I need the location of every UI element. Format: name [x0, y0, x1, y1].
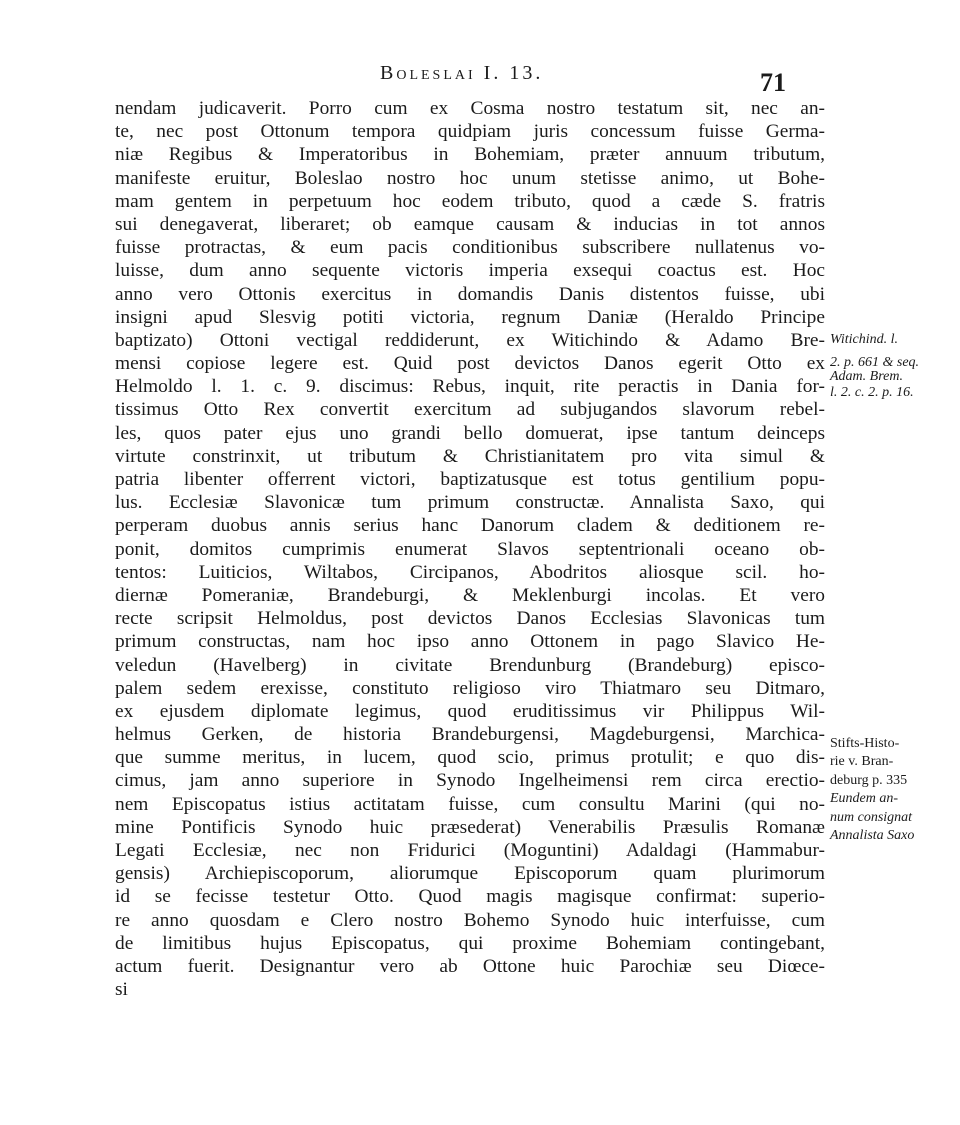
text-line: mam gentem in perpetuum hoc eodem tributo, quod a cæde S. fratris — [115, 190, 825, 212]
margin-note: rie v. Bran- — [830, 754, 894, 770]
text-line: que summe meritus, in lucem, quod scio, primus protulit; e quo dis- — [115, 747, 825, 769]
text-line: manifeste eruitur, Boleslao nostro hoc unum stetisse animo, ut Bohe- — [115, 167, 825, 189]
text-line: nendam judicaverit. Porro cum ex Cosma nostro testatum sit, nec an- — [115, 98, 825, 119]
text-line: re anno quosdam e Clero nostro Bohemo Synodo huic interfuisse, cum — [115, 909, 825, 931]
text-line: id se fecisse testetur Otto. Quod magis magisque confirmat: superio- — [115, 886, 825, 908]
text-line: nem Episcopatus istius actitatam fuisse, cum consultu Marini (qui no- — [115, 793, 825, 815]
text-line: tissimus Otto Rex convertit exercitum ad subjugandos slavorum rebel- — [115, 399, 825, 421]
text-line: gensis) Archiepiscoporum, aliorumque Episcoporum quam plurimorum — [115, 863, 825, 885]
text-line: recte scripsit Helmoldus, post devictos Danos Ecclesias Slavonicas tum — [115, 608, 825, 630]
text-line: actum fuerit. Designantur vero ab Ottone huic Parochiæ seu Diœce- — [115, 955, 825, 977]
text-line: palem sedem erexisse, constituto religioso viro Thiatmaro seu Ditmaro, — [115, 677, 825, 699]
margin-note: Witichind. l. — [830, 332, 899, 347]
running-header — [380, 62, 543, 85]
text-line: veledun (Havelberg) in civitate Brendunburg (Brandeburg) episco- — [115, 654, 825, 676]
text-line: primum constructas, nam hoc ipso anno Ottonem in pago Slavico He- — [115, 631, 825, 653]
margin-note: Annalista Saxo — [830, 828, 915, 844]
text-line: sui denegaverat, liberaret; ob eamque causam & inducias in tot annos — [115, 213, 825, 235]
margin-note: deburg p. 335 — [830, 772, 908, 788]
page-number: 71 — [760, 68, 786, 97]
text-line: patria libenter offerrent victori, baptizatusque est totus gentilium popu- — [115, 469, 825, 490]
text-line: fuisse protractas, & eum pacis conditionibus subscribere nullatenus vo- — [115, 237, 825, 259]
margin-note: Stifts-Histo- — [830, 735, 900, 751]
text-line: les, quos pater ejus uno grandi bello domuerat, ipse tantum deinceps — [115, 422, 825, 444]
text-line: si — [115, 979, 128, 1001]
margin-note: Eundem an- — [830, 791, 899, 807]
text-line: de limitibus hujus Episcopatus, qui proxime Bohemiam contingebant, — [115, 932, 825, 954]
margin-note: Adam. Brem. — [830, 369, 903, 385]
margin-note: l. 2. c. 2. p. 16. — [830, 385, 914, 401]
text-line: tentos: Luiticios, Wiltabos, Circipanos, Abodritos aliosque scil. ho- — [115, 561, 825, 583]
text-line: lus. Ecclesiæ Slavonicæ tum primum constructæ. Annalista Saxo, qui — [115, 492, 825, 514]
text-line: virtute constrinxit, ut tributum & Christianitatem pro vita simul & — [115, 445, 825, 467]
text-line: perperam duobus annis serius hanc Danorum cladem & deditionem re- — [115, 515, 825, 537]
text-line: helmus Gerken, de historia Brandeburgensi, Magdeburgensi, Marchica- — [115, 724, 825, 746]
text-line: anno vero Ottonis exercitus in domandis Danis distentos fuisse, ubi — [115, 283, 825, 305]
text-line: insigni apud Slesvig potiti victoria, regnum Daniæ (Heraldo Principe — [115, 306, 825, 328]
text-line: mine Pontificis Synodo huic præsederat) Venerabilis Præsulis Romanæ — [115, 816, 825, 838]
text-line: luisse, dum anno sequente victoris imperia exsequi coactus est. Hoc — [115, 260, 825, 282]
main-text-block — [115, 97, 825, 1001]
text-line: diernæ Pomeraniæ, Brandeburgi, & Meklenburgi incolas. Et vero — [115, 584, 825, 606]
margin-note: 2. p. 661 & seq. — [830, 355, 920, 371]
text-line: Legati Ecclesiæ, nec non Fridurici (Moguntini) Adaldagi (Hammabur- — [115, 840, 825, 861]
text-line: cimus, jam anno superiore in Synodo Ingelheimensi rem circa erectio- — [115, 770, 825, 792]
text-line: baptizato) Ottoni vectigal reddiderunt, ex Witichindo & Adamo Bre- — [115, 329, 825, 351]
text-line: Helmoldo l. 1. c. 9. discimus: Rebus, inquit, rite peractis in Dania for- — [115, 376, 825, 398]
text-line: niæ Regibus & Imperatoribus in Bohemiam, præter annuum tributum, — [115, 144, 825, 166]
text-line: mensi copiose legere est. Quid post devictos Danos egerit Otto ex — [115, 353, 825, 375]
text-line: ponit, domitos cumprimis enumerat Slavos septentrionali oceano ob- — [115, 538, 825, 560]
running-title: Boleslai I. 13. — [380, 62, 544, 84]
margin-note: num consignat — [830, 809, 913, 825]
text-line: te, nec post Ottonum tempora quidpiam juris concessum fuisse Germa- — [115, 121, 825, 143]
text-line: ex ejusdem diplomate legimus, quod eruditissimus vir Philippus Wil- — [115, 700, 825, 722]
